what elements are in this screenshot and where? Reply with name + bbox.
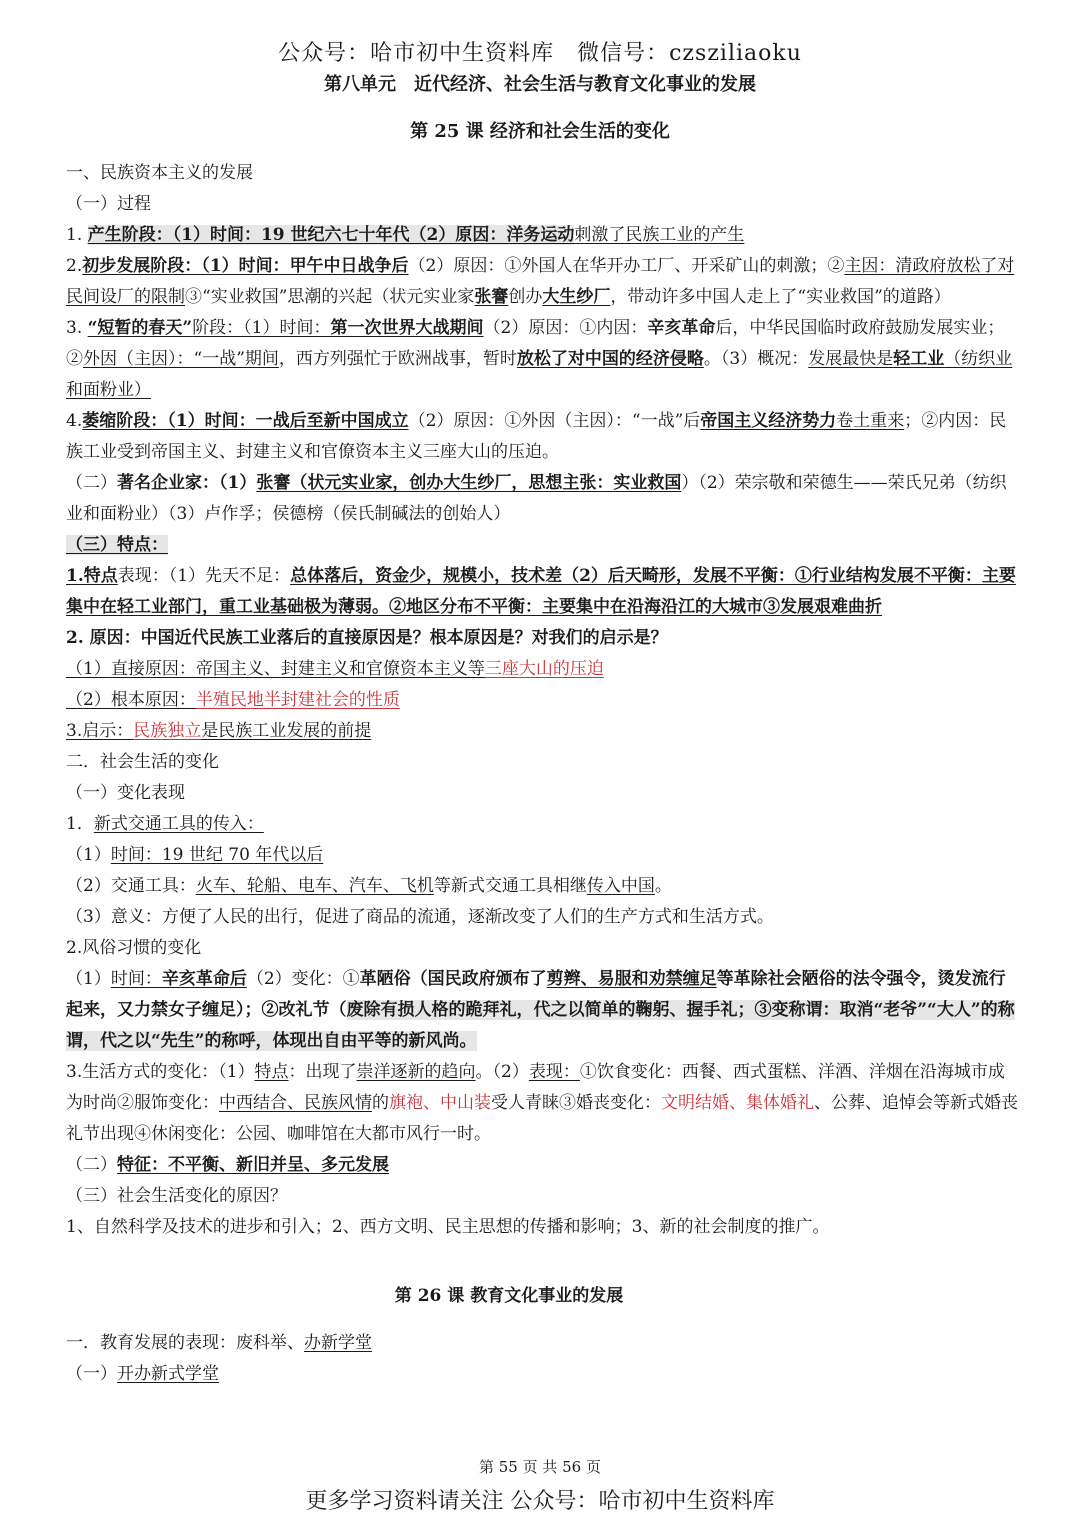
paragraph: 2.风俗习惯的变化 xyxy=(66,938,202,958)
section-heading: 一、民族资本主义的发展 xyxy=(66,163,253,183)
paragraph: （1）时间：辛亥革命后（2）变化：①革陋俗（国民政府颁布了剪辫、易服和劝禁缠足等革除社会陋俗的法令强令，烫发流行起来，又力禁女子缠足）；②改礼节（废除有损人格的跪拜礼，代之以简单的鞠躬、握手礼；③变称谓：取消“老爷”“大人”的称谓，代之以“先生”的称呼，体现出自由平等的新风尚。 xyxy=(66,969,1015,1051)
paragraph: （1）直接原因：帝国主义、封建主义和官僚资本主义等三座大山的压迫 xyxy=(66,659,604,679)
section-heading: 二．社会生活的变化 xyxy=(66,752,219,772)
paragraph: 3.启示：民族独立是民族工业发展的前提 xyxy=(66,721,372,741)
paragraph: 2. 原因：中国近代民族工业落后的直接原因是？根本原因是？对我们的启示是？ xyxy=(66,628,668,648)
document-body xyxy=(66,158,1018,1390)
footer-note: 更多学习资料请关注 公众号：哈市初中生资料库 xyxy=(305,1489,775,1514)
paragraph: （2）交通工具：火车、轮船、电车、汽车、飞机等新式交通工具相继传入中国。 xyxy=(66,876,672,896)
paragraph: 1、自然科学及技术的进步和引入；2、西方文明、民主思想的传播和影响；3、新的社会制度的推广。 xyxy=(66,1217,830,1237)
lesson-26-title: 第 26 课 教育文化事业的发展 xyxy=(394,1286,624,1306)
paragraph: 一．教育发展的表现：废科举、办新学堂 xyxy=(66,1333,372,1353)
subsection-heading: （三）特点： xyxy=(66,535,168,555)
paragraph: （2）根本原因：半殖民地半封建社会的性质 xyxy=(66,690,400,710)
page-header: 公众号：哈市初中生资料库 微信号：czsziliaoku xyxy=(278,41,802,66)
paragraph: （1）时间：19 世纪 70 年代以后 xyxy=(66,845,324,865)
paragraph: 4.萎缩阶段：（1）时间：一战后至新中国成立（2）原因：①外因（主因）：“一战”后帝国主义经济势力卷土重来；②内因：民族工业受到帝国主义、封建主义和官僚资本主义三座大山的压迫。 xyxy=(66,411,1007,462)
subsection-heading: （三）社会生活变化的原因？ xyxy=(66,1186,287,1206)
paragraph: 3.生活方式的变化：（1）特点：出现了崇洋逐新的趋向。（2）表现：①饮食变化：西餐、西式蛋糕、洋酒、洋烟在沿海城市成为时尚②服饰变化：中西结合、民族风情的旗袍、中山装受人青睐③婚丧变化：文明结婚、集体婚礼、公葬、追悼会等新式婚丧礼节出现④休闲变化：公园、咖啡馆在大都市风行一时。 xyxy=(66,1062,1018,1144)
paragraph: 1．新式交通工具的传入： xyxy=(66,814,264,834)
lesson-25-title: 第 25 课 经济和社会生活的变化 xyxy=(410,121,670,142)
page-number: 第 55 页 共 56 页 xyxy=(478,1458,601,1476)
paragraph: 1.特点表现：（1）先天不足：总体落后，资金少，规模小，技术差（2）后天畸形，发展不平衡：①行业结构发展不平衡：主要集中在轻工业部门，重工业基础极为薄弱。②地区分布不平衡：主要集中在沿海沿江的大城市③发展艰难曲折 xyxy=(66,566,1016,617)
paragraph: 1. 产生阶段：（1）时间：19 世纪六七十年代（2）原因：洋务运动刺激了民族工业的产生 xyxy=(66,225,745,245)
paragraph: （一）开办新式学堂 xyxy=(66,1364,219,1384)
subsection-heading: （一）过程 xyxy=(66,194,151,214)
paragraph: （3）意义：方便了人民的出行，促进了商品的流通，逐渐改变了人们的生产方式和生活方式。 xyxy=(66,907,774,927)
subsection-heading: （一）变化表现 xyxy=(66,783,185,803)
paragraph: 3. “短暂的春天”阶段：（1）时间：第一次世界大战期间（2）原因：①内因：辛亥革命后，中华民国临时政府鼓励发展实业；②外因（主因）：“一战”期间，西方列强忙于欧洲战事，暂时放松了对中国的经济侵略。（3）概况：发展最快是轻工业（纺织业和面粉业） xyxy=(66,318,1013,400)
paragraph: （二）特征：不平衡、新旧并呈、多元发展 xyxy=(66,1155,389,1175)
paragraph: （二）著名企业家：（1）张謇（状元实业家，创办大生纱厂，思想主张：实业救国）（2）荣宗敬和荣德生——荣氏兄弟（纺织业和面粉业）（3）卢作孚；侯德榜（侯氏制碱法的创始人） xyxy=(66,473,1007,524)
unit-title: 第八单元 近代经济、社会生活与教育文化事业的发展 xyxy=(324,74,756,95)
paragraph: 2.初步发展阶段：（1）时间：甲午中日战争后（2）原因：①外国人在华开办工厂、开采矿山的刺激；②主因：清政府放松了对民间设厂的限制③“实业救国”思潮的兴起（状元实业家张謇创办大生纱厂，带动许多中国人走上了“实业救国”的道路） xyxy=(66,256,1015,307)
